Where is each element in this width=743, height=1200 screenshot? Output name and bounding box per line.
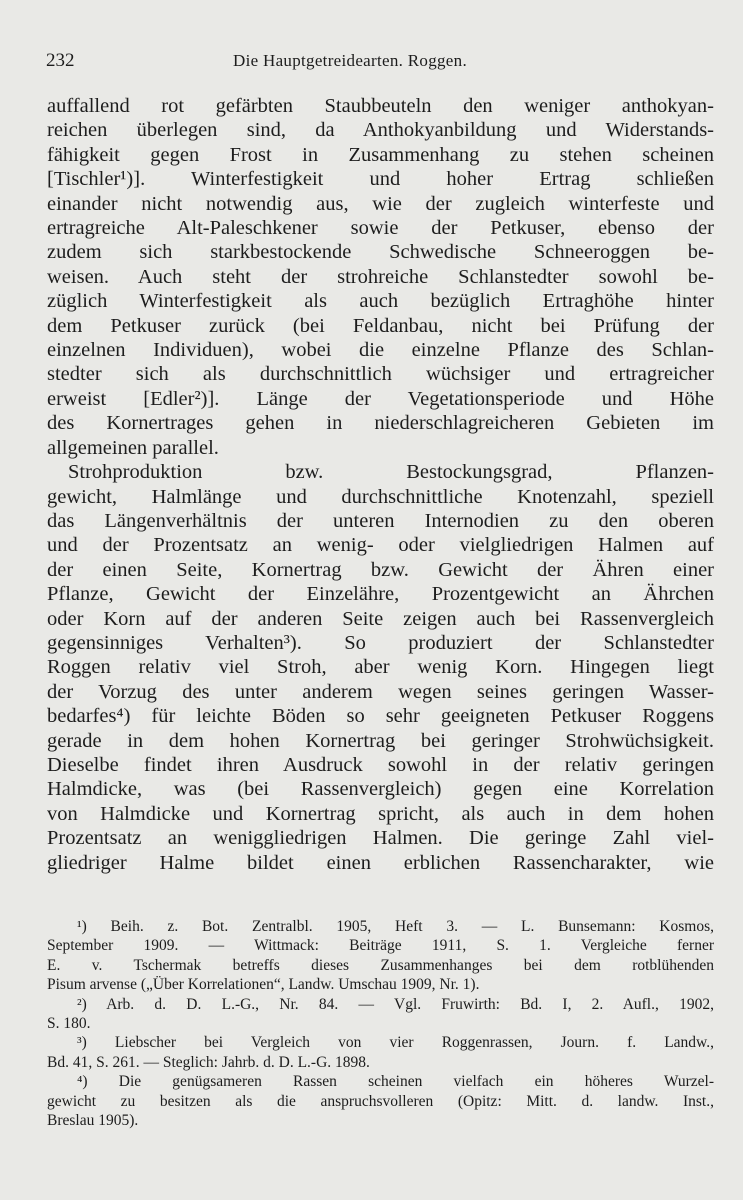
body-line: oder Korn auf der anderen Seite zeigen auch bei Rassenvergleich — [47, 607, 714, 630]
body-text — [47, 94, 714, 875]
body-line: weisen. Auch steht der strohreiche Schlanstedter sowohl be- — [47, 265, 714, 288]
footnote-1-line: ¹) Beih. z. Bot. Zentralbl. 1905, Heft 3. — L. Bunsemann: Kosmos, — [77, 918, 714, 935]
body-line: einzelnen Individuen), wobei die einzelne Pflanze des Schlan- — [47, 339, 714, 362]
body-line: erweist [Edler²)]. Länge der Vegetationsperiode und Höhe — [47, 387, 714, 410]
footnote-1-line: September 1909. — Wittmack: Beiträge 1911, S. 1. Vergleiche ferner — [47, 937, 714, 955]
footnote-1-line: Pisum arvense („Über Korrelationen“, Landw. Umschau 1909, Nr. 1). — [47, 976, 480, 994]
footnote-1-line: E. v. Tschermak betreffs dieses Zusammenhanges bei dem rotblühenden — [47, 956, 714, 974]
footnote-2-line: S. 180. — [47, 1015, 91, 1033]
body-line: von Halmdicke und Kornertrag spricht, als auch in dem hohen — [47, 802, 714, 825]
running-head: Die Hauptgetreidearten. Roggen. — [233, 51, 467, 70]
body-line: und der Prozentsatz an wenig- oder vielgliedrigen Halmen auf — [47, 534, 714, 557]
body-line: gliedriger Halme bildet einen erblichen Rassencharakter, wie — [47, 851, 714, 874]
body-line: allgemeinen parallel. — [47, 436, 219, 459]
body-line: Roggen relativ viel Stroh, aber wenig Korn. Hingegen liegt — [47, 656, 714, 679]
footnote-4-line: gewicht zu besitzen als die anspruchsvolleren (Opitz: Mitt. d. landw. Inst., — [47, 1092, 714, 1110]
body-line: Pflanze, Gewicht der Einzelähre, Prozentgewicht an Ährchen — [47, 583, 714, 606]
footnote-4-line: ⁴) Die genügsameren Rassen scheinen vielfach ein höheres Wurzel- — [77, 1073, 714, 1091]
footnote-3-line: Bd. 41, S. 261. — Steglich: Jahrb. d. D. L.-G. 1898. — [47, 1053, 370, 1071]
body-line: dem Petkuser zurück (bei Feldanbau, nicht bei Prüfung der — [47, 314, 714, 337]
body-line: bedarfes⁴) für leichte Böden so sehr geeigneten Petkuser Roggens — [47, 705, 714, 728]
body-line: gewicht, Halmlänge und durchschnittliche Knotenzahl, speziell — [47, 485, 714, 508]
body-line: der Vorzug des unter anderem wegen seines geringen Wasser- — [47, 680, 714, 703]
footnote-3-line: ³) Liebscher bei Vergleich von vier Roggenrassen, Journ. f. Landw., — [77, 1034, 714, 1052]
body-line: der einen Seite, Kornertrag bzw. Gewicht der Ähren einer — [47, 558, 714, 581]
footnote-4-line: Breslau 1905). — [47, 1112, 139, 1130]
body-line: fähigkeit gegen Frost in Zusammenhang zu stehen scheinen — [47, 143, 714, 166]
page-number: 232 — [46, 50, 75, 71]
page-header — [46, 50, 716, 76]
footnote-2-line: ²) Arb. d. D. L.-G., Nr. 84. — Vgl. Fruwirth: Bd. I, 2. Aufl., 1902, — [77, 995, 714, 1013]
body-line: stedter sich als durchschnittlich wüchsiger und ertragreicher — [47, 363, 714, 386]
body-line: gegensinniges Verhalten³). So produziert der Schlanstedter — [47, 631, 714, 654]
body-line: gerade in dem hohen Kornertrag bei geringer Strohwüchsigkeit. — [47, 729, 714, 752]
body-line: des Kornertrages gehen in niederschlagreicheren Gebieten im — [47, 412, 714, 435]
body-line: Strohproduktion bzw. Bestockungsgrad, Pflanzen- — [68, 461, 714, 484]
body-line: reichen überlegen sind, da Anthokyanbildung und Widerstands- — [47, 119, 714, 142]
body-line: Dieselbe findet ihren Ausdruck sowohl in der relativ geringen — [47, 753, 714, 776]
body-line: [Tischler¹)]. Winterfestigkeit und hoher Ertrag schließen — [47, 168, 714, 191]
body-line: ertragreiche Alt-Paleschkener sowie der Petkuser, ebenso der — [47, 217, 714, 240]
body-line: züglich Winterfestigkeit als auch bezüglich Ertraghöhe hinter — [47, 290, 714, 313]
body-line: Halmdicke, was (bei Rassenvergleich) gegen eine Korrelation — [47, 778, 714, 801]
body-line: Prozentsatz an weniggliedrigen Halmen. Die geringe Zahl viel- — [47, 827, 714, 850]
footnotes — [47, 917, 714, 1130]
body-line: einander nicht notwendig aus, wie der zugleich winterfeste und — [47, 192, 714, 215]
body-line: das Längenverhältnis der unteren Internodien zu den oberen — [47, 509, 714, 532]
body-line: auffallend rot gefärbten Staubbeuteln den weniger anthokyan- — [47, 95, 714, 117]
body-line: zudem sich starkbestockende Schwedische Schneeroggen be- — [47, 241, 714, 264]
